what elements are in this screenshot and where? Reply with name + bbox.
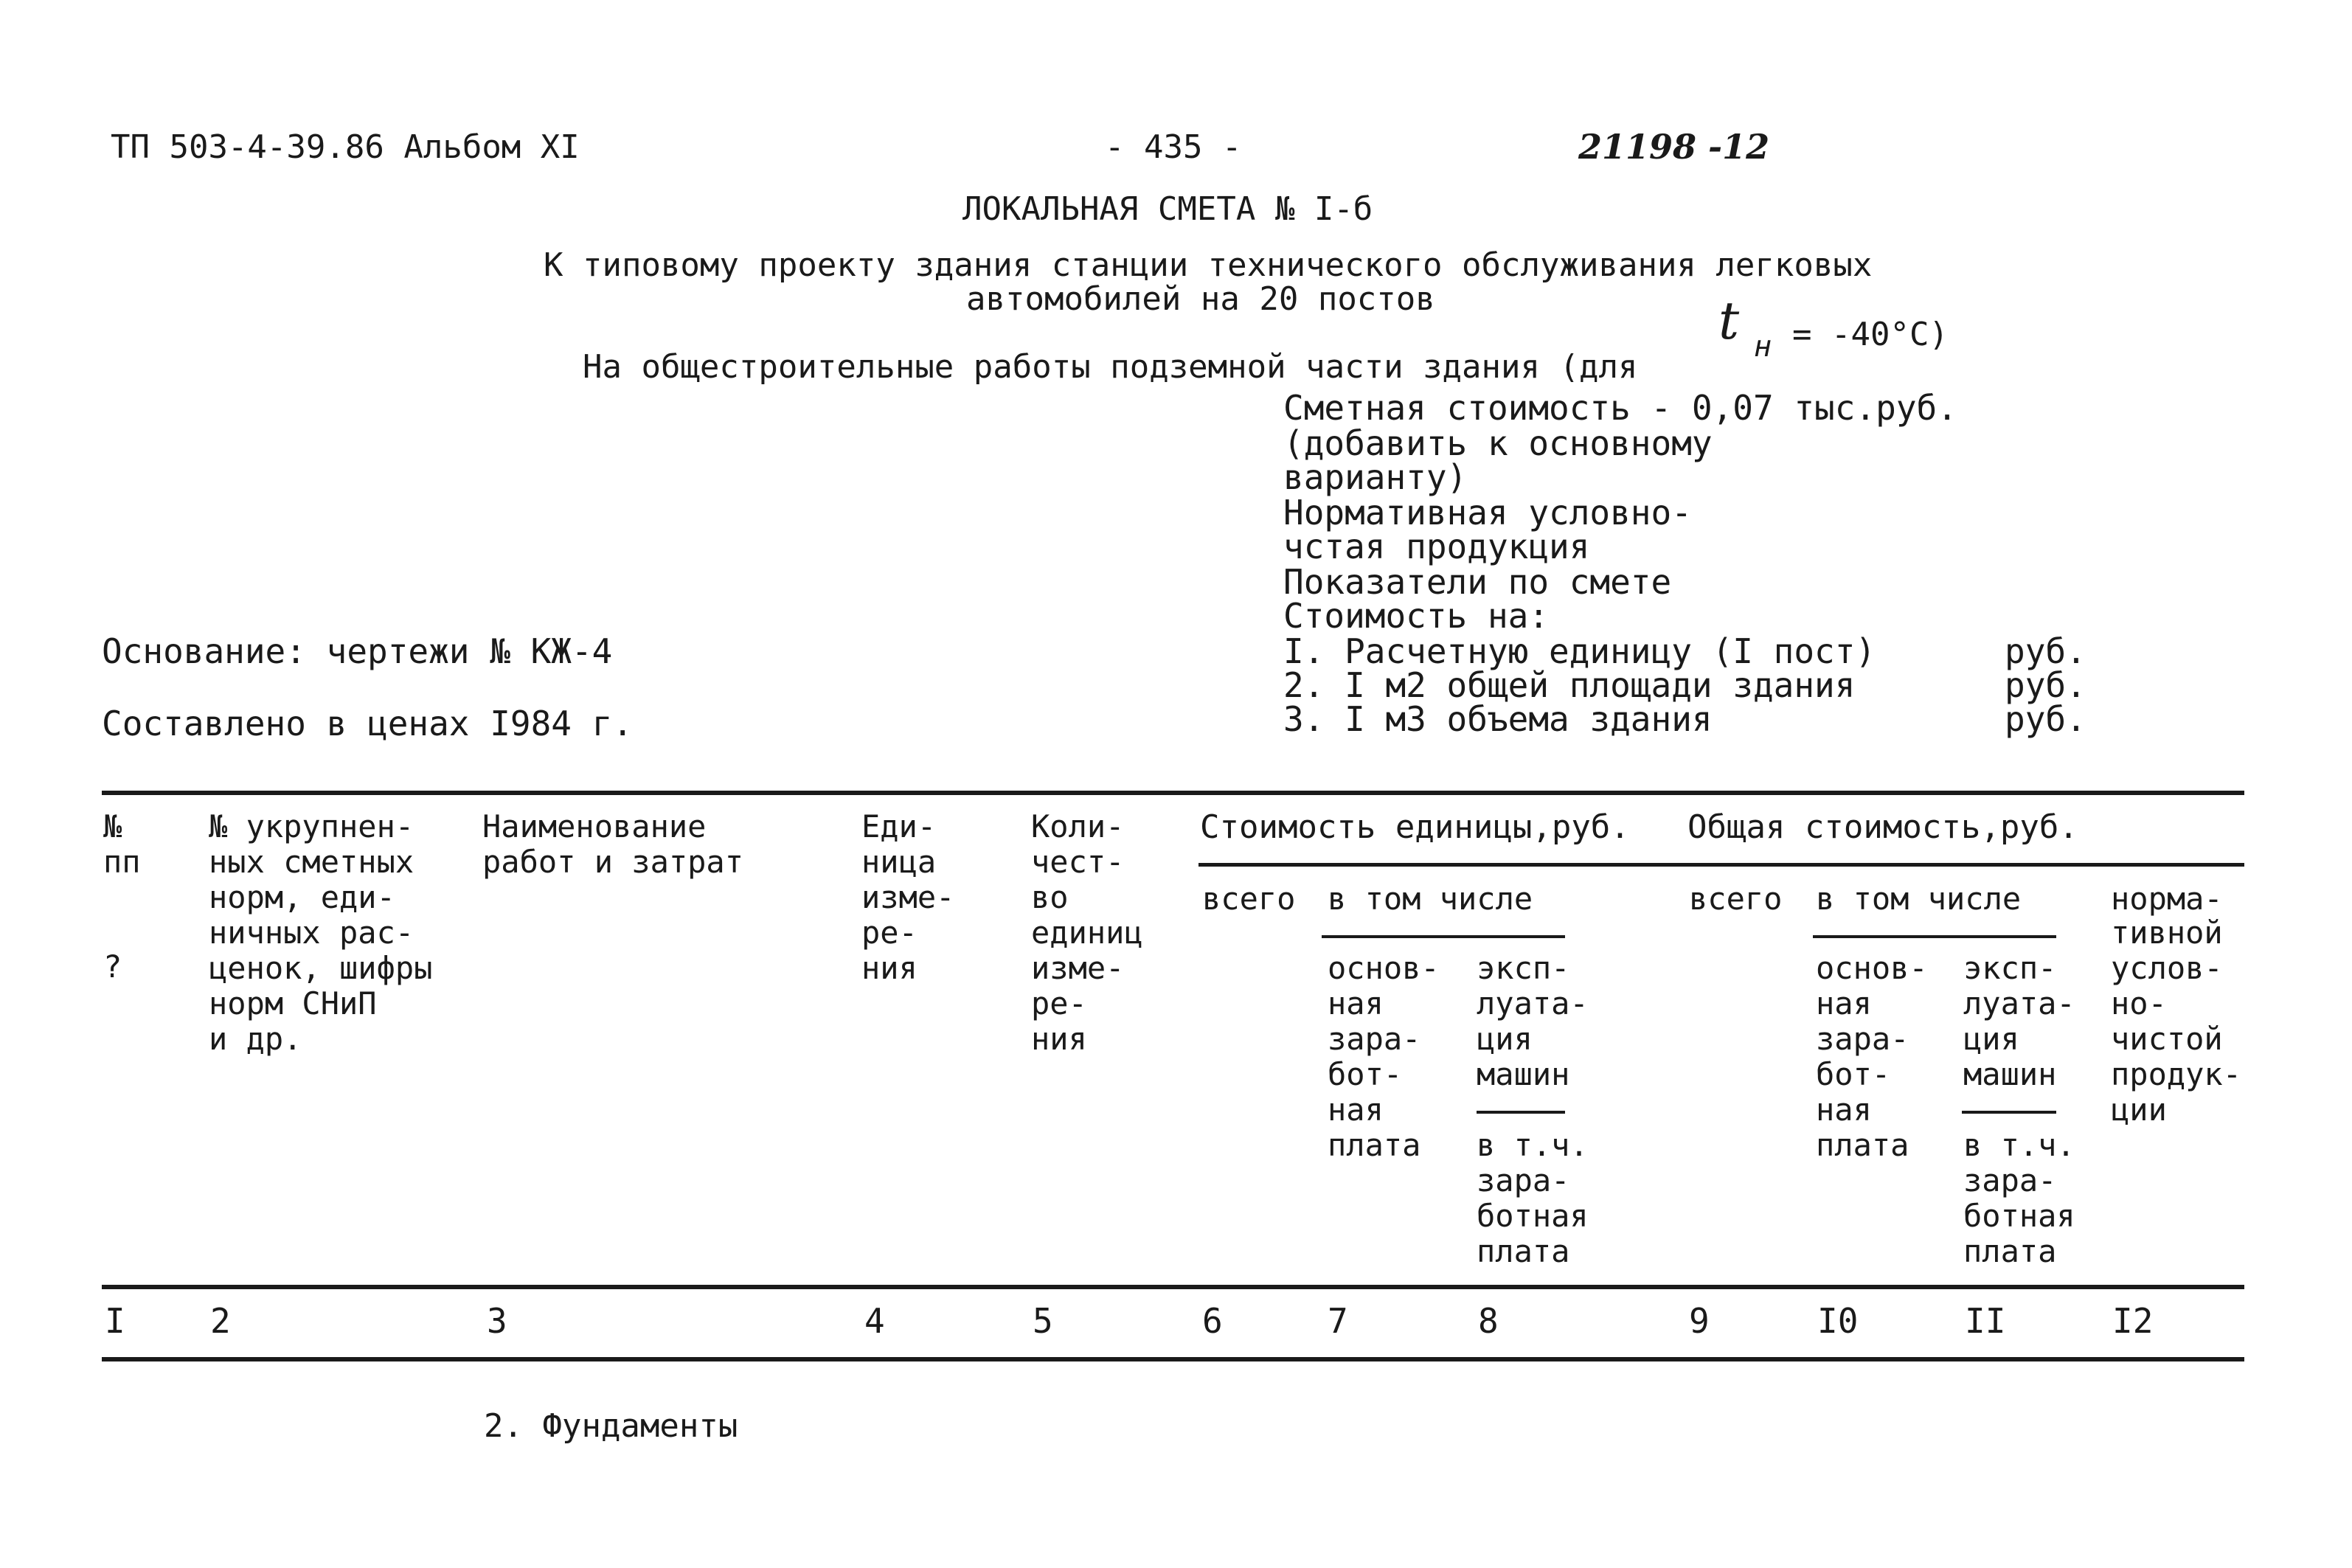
col5-line-1: Коли- xyxy=(1031,808,1125,844)
col2-line-4: ничных рас- xyxy=(209,915,414,951)
col12-line-4: но- xyxy=(2111,985,2167,1021)
colnum-4: 4 xyxy=(864,1301,885,1341)
indicator-item-1: I. Расчетную единицу (I пост) xyxy=(1283,631,1876,671)
estimated-cost: Сметная стоимость - 0,07 тыс.руб. xyxy=(1283,388,1957,428)
subtitle-line-3-text: На общестроительные работы подземной части здания (для xyxy=(582,348,1638,386)
unit-incl-wage-2: зара- xyxy=(1477,1162,1570,1198)
add-note-2: варианту) xyxy=(1283,457,1468,497)
total-incl-wage-2: зара- xyxy=(1963,1162,2057,1198)
unit-machines-2: луата- xyxy=(1477,985,1589,1021)
col12-line-5: чистой xyxy=(2111,1021,2223,1057)
section-heading: 2. Фундаменты xyxy=(484,1407,738,1445)
col3-line-2: работ и затрат xyxy=(482,844,744,880)
col4-line-2: ница xyxy=(861,844,937,880)
total-incl-wage-1: в т.ч. xyxy=(1963,1127,2075,1163)
colnum-3: 3 xyxy=(487,1301,507,1341)
col2-line-3: норм, еди- xyxy=(209,879,395,915)
rub-2: руб. xyxy=(2005,665,2086,705)
prices-year: Составлено в ценах I984 г. xyxy=(102,704,634,743)
cost-subheader-rule xyxy=(1198,863,2244,867)
colnum-2: 2 xyxy=(210,1301,231,1341)
col1-line-2: пп xyxy=(103,844,141,880)
header-bottom-rule xyxy=(102,1285,2244,1289)
total-wage-3: зара- xyxy=(1816,1021,1909,1057)
indicator-item-3: 3. I м3 объема здания xyxy=(1283,699,1713,739)
total-total-label: всего xyxy=(1689,881,1783,917)
colnum-8: 8 xyxy=(1478,1301,1499,1341)
total-wage-2: ная xyxy=(1816,985,1872,1021)
colnum-10: I0 xyxy=(1817,1301,1859,1341)
col12-line-7: ции xyxy=(2111,1092,2167,1128)
unit-machines-4: машин xyxy=(1477,1056,1570,1092)
subtitle-line-1: К типовому проекту здания станции технического обслуживания легковых xyxy=(544,246,1873,284)
machines-rule-unit xyxy=(1477,1111,1565,1114)
temperature-subscript: н xyxy=(1754,330,1772,364)
total-machines-3: ция xyxy=(1963,1021,2019,1057)
col4-line-3: изме- xyxy=(861,879,955,915)
total-cost-header: Общая стоимость,руб. xyxy=(1687,808,2078,846)
col2-line-5: ценок, шифры xyxy=(209,950,433,986)
unit-incl-wage-3: ботная xyxy=(1477,1198,1589,1234)
col5-line-7: ния xyxy=(1031,1021,1087,1057)
handwritten-number: 21198 -12 xyxy=(1578,127,1770,167)
col2-line-1: № укрупнен- xyxy=(209,808,414,844)
colnum-12: I2 xyxy=(2112,1301,2154,1341)
colnum-11: II xyxy=(1965,1301,2006,1341)
col2-line-2: ных сметных xyxy=(209,844,414,880)
add-note-1: (добавить к основному xyxy=(1283,423,1713,463)
unit-wage-5: ная xyxy=(1328,1092,1384,1128)
unit-total-label: всего xyxy=(1202,881,1296,917)
normative-1: Нормативная условно- xyxy=(1283,493,1692,533)
unit-cost-header: Стоимость единицы,руб. xyxy=(1200,808,1630,846)
basis-drawings: Основание: чертежи № КЖ-4 xyxy=(102,631,613,671)
numbers-bottom-rule xyxy=(102,1357,2244,1361)
table-top-rule xyxy=(102,791,2244,795)
page-number: - 435 - xyxy=(1105,128,1242,166)
incl-rule-total xyxy=(1813,935,2056,938)
estimate-title: ЛОКАЛЬНАЯ СМЕТА № I-б xyxy=(962,190,1373,228)
col1-line-4: ? xyxy=(103,948,122,985)
colnum-9: 9 xyxy=(1689,1301,1710,1341)
incl-rule-unit xyxy=(1322,935,1565,938)
total-incl-wage-4: плата xyxy=(1963,1233,2057,1269)
total-machines-4: машин xyxy=(1963,1056,2057,1092)
col5-line-6: ре- xyxy=(1031,985,1087,1021)
cost-on-label: Стоимость на: xyxy=(1283,596,1550,636)
unit-machines-1: эксп- xyxy=(1477,950,1570,986)
col12-line-3: услов- xyxy=(2111,950,2223,986)
unit-wage-1: основ- xyxy=(1328,950,1440,986)
unit-wage-6: плата xyxy=(1328,1127,1421,1163)
col1-line-1: № xyxy=(103,808,122,844)
unit-wage-4: бот- xyxy=(1328,1056,1403,1092)
colnum-6: 6 xyxy=(1202,1301,1223,1341)
col5-line-2: чест- xyxy=(1031,844,1125,880)
col5-line-3: во xyxy=(1031,879,1069,915)
total-wage-5: ная xyxy=(1816,1092,1872,1128)
unit-wage-3: зара- xyxy=(1328,1021,1421,1057)
total-wage-6: плата xyxy=(1816,1127,1909,1163)
col2-line-6: норм СНиП xyxy=(209,985,377,1021)
colnum-1: I xyxy=(105,1301,125,1341)
machines-rule-total xyxy=(1962,1111,2056,1114)
total-machines-2: луата- xyxy=(1963,985,2075,1021)
unit-incl-wage-4: плата xyxy=(1477,1233,1570,1269)
col12-line-6: продук- xyxy=(2111,1056,2242,1092)
indicator-item-2: 2. I м2 общей площади здания xyxy=(1283,665,1856,705)
indicators-label: Показатели по смете xyxy=(1283,562,1672,602)
unit-machines-3: ция xyxy=(1477,1021,1533,1057)
temperature-value: = -40°С) xyxy=(1792,316,1949,353)
col3-line-1: Наименование xyxy=(482,808,707,844)
colnum-5: 5 xyxy=(1033,1301,1053,1341)
col2-line-7: и др. xyxy=(209,1021,302,1057)
col4-line-1: Еди- xyxy=(861,808,937,844)
col4-line-5: ния xyxy=(861,950,917,986)
rub-1: руб. xyxy=(2005,631,2086,671)
col12-line-2: тивной xyxy=(2111,915,2223,951)
total-wage-4: бот- xyxy=(1816,1056,1891,1092)
normative-2: чстая продукция xyxy=(1283,527,1590,566)
document-code: ТП 503-4-39.86 Альбом XI xyxy=(111,128,580,166)
total-wage-1: основ- xyxy=(1816,950,1928,986)
total-machines-1: эксп- xyxy=(1963,950,2057,986)
total-incl-wage-3: ботная xyxy=(1963,1198,2075,1234)
colnum-7: 7 xyxy=(1328,1301,1348,1341)
col12-line-1: норма- xyxy=(2111,881,2223,917)
total-incl-label: в том числе xyxy=(1816,881,2022,917)
col5-line-4: единиц xyxy=(1031,915,1143,951)
col4-line-4: ре- xyxy=(861,915,917,951)
rub-3: руб. xyxy=(2005,699,2086,739)
unit-incl-wage-1: в т.ч. xyxy=(1477,1127,1589,1163)
col5-line-5: изме- xyxy=(1031,950,1125,986)
subtitle-line-2: автомобилей на 20 постов xyxy=(966,280,1435,318)
subtitle-line-3 xyxy=(544,319,1637,384)
unit-incl-label: в том числе xyxy=(1328,881,1533,917)
unit-wage-2: ная xyxy=(1328,985,1384,1021)
temperature-symbol: t xyxy=(1718,291,1740,351)
